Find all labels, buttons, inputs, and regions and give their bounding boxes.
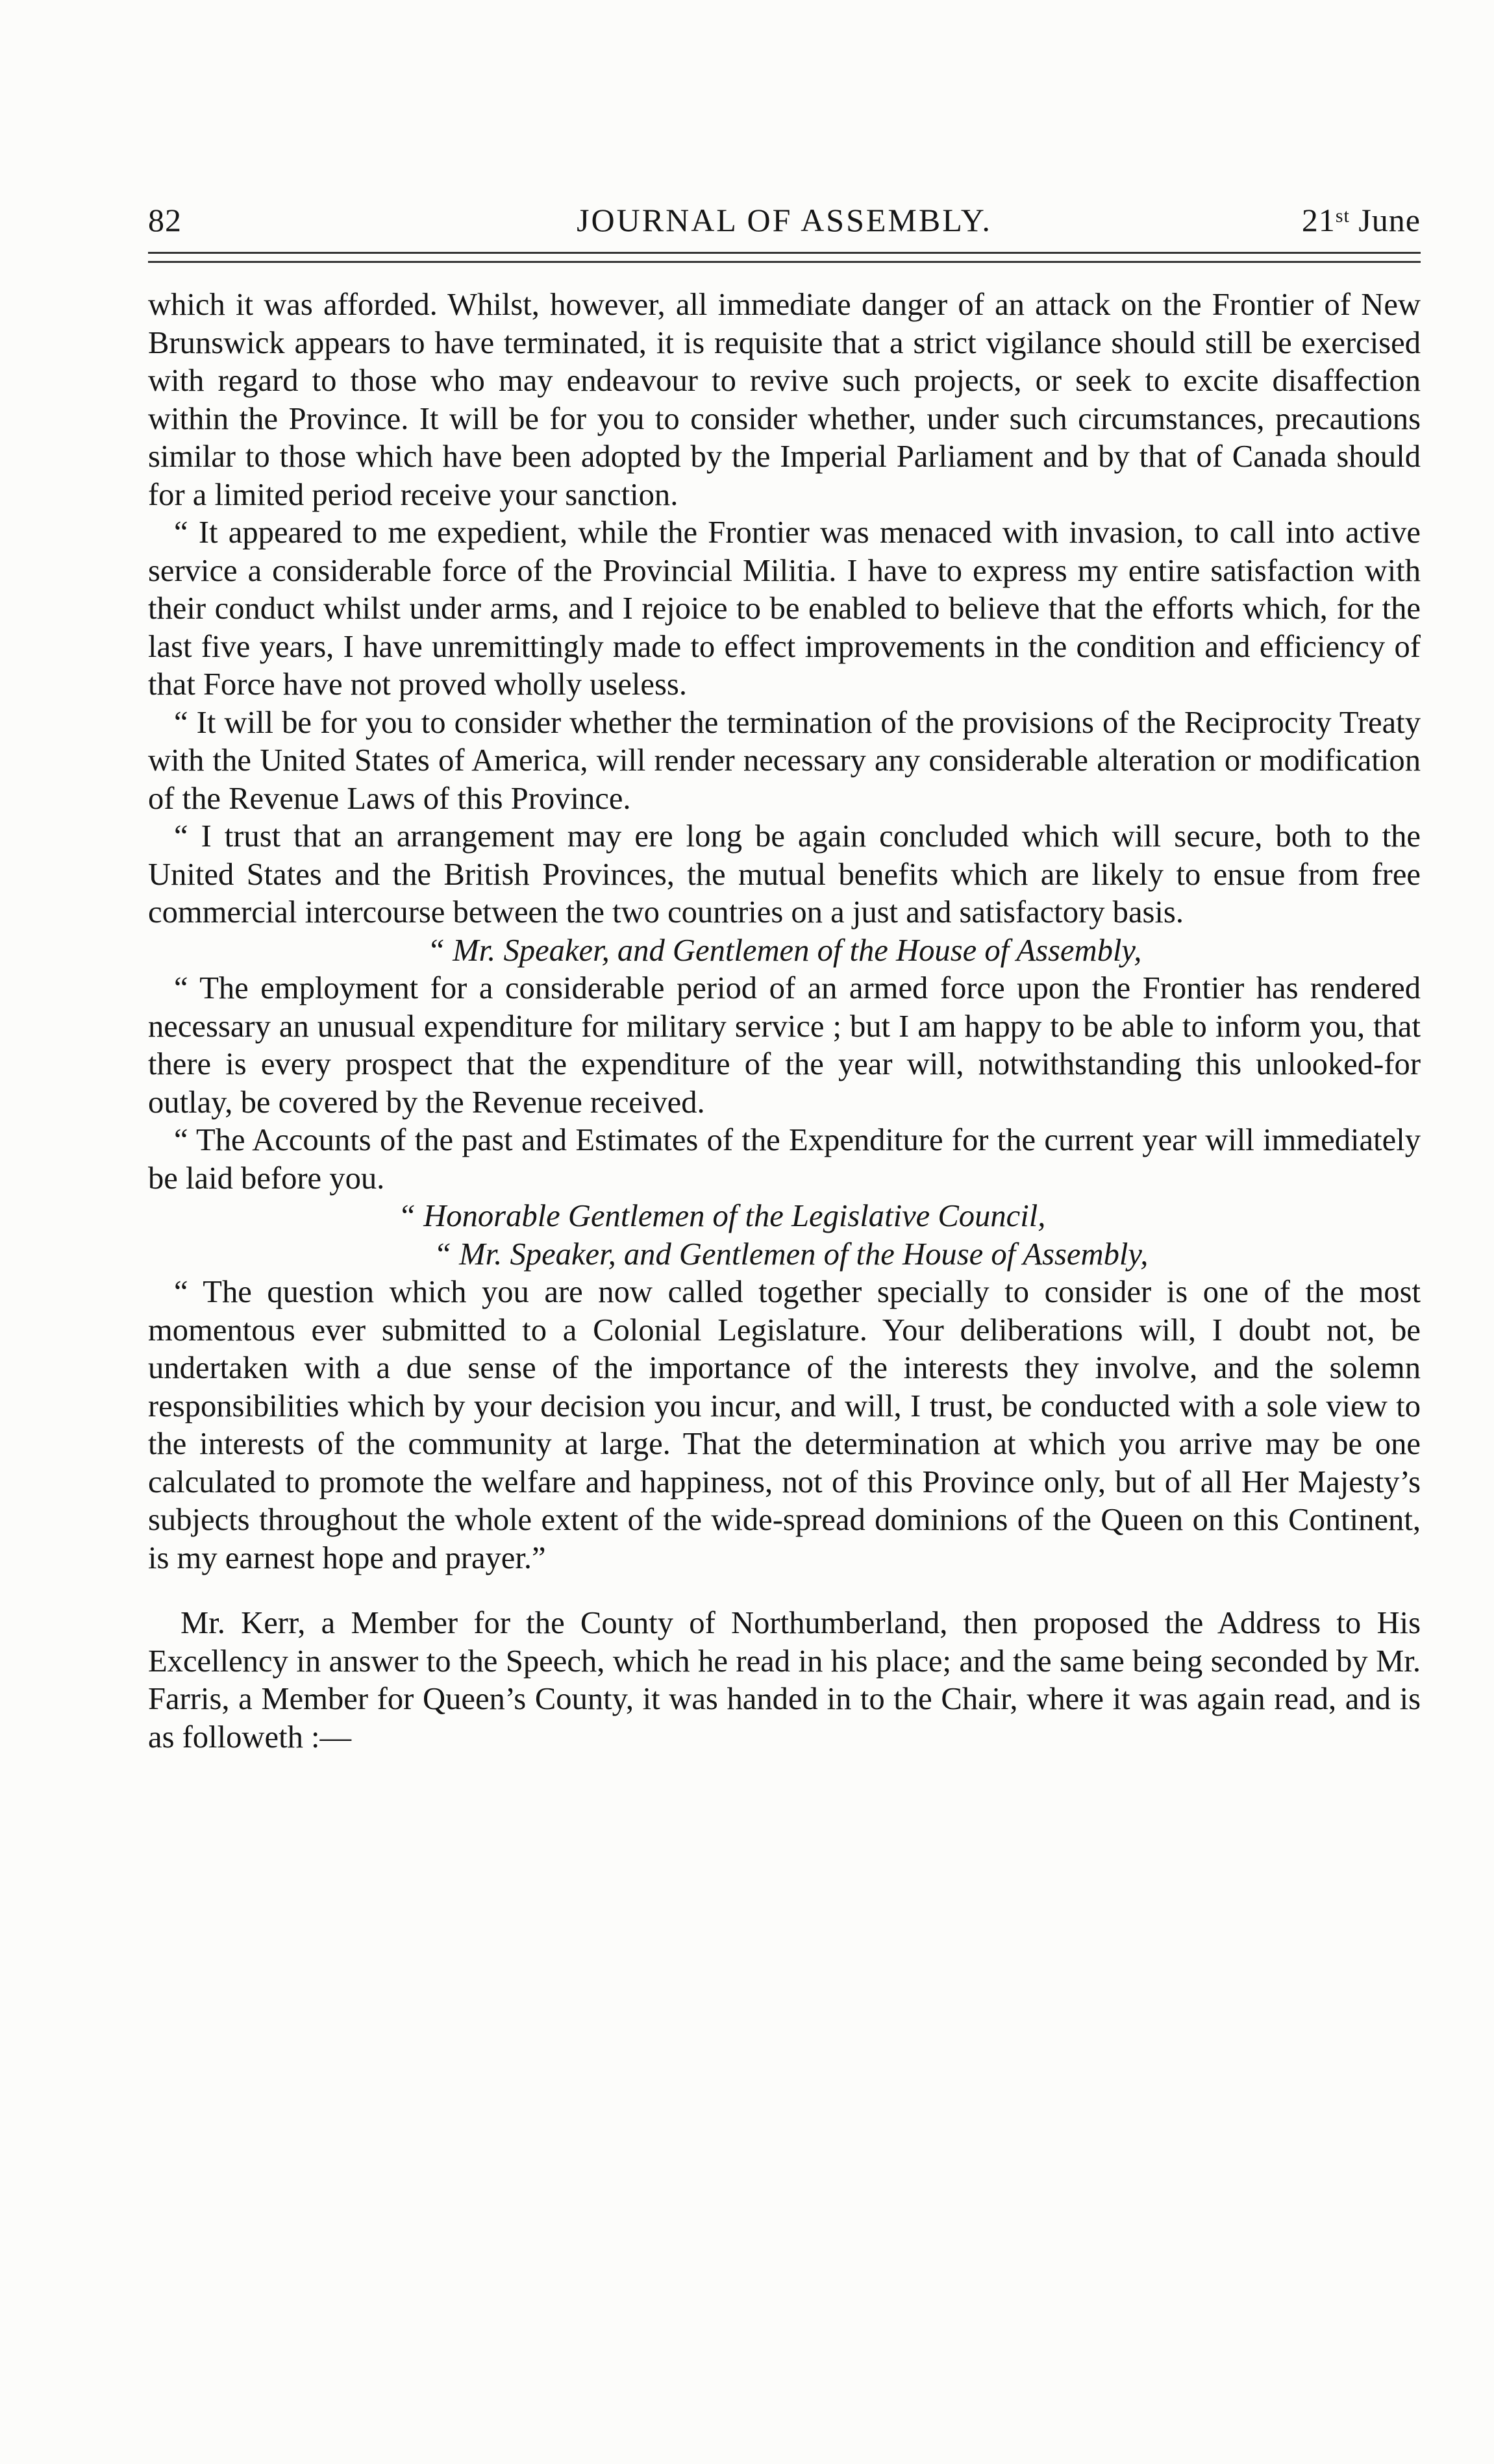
address-heading-council: “ Honorable Gentlemen of the Legislative Council, [398, 1198, 1046, 1233]
address-heading-assembly-second: “ Mr. Speaker, and Gentlemen of the House of Assembly, [434, 1236, 1149, 1272]
header-rule-top [148, 252, 1421, 254]
paragraph-address-proposal: Mr. Kerr, a Member for the County of Northumberland, then proposed the Address to His Excellency in answer to the Speech, which he read in his place; and the same being seconded by Mr. Farris, a Member for Queen’s County, it was handed in to the Chair, where it was again read, and is as followeth :— [148, 1605, 1421, 1755]
paragraph-accounts: “ The Accounts of the past and Estimates of the Expenditure for the current year will immediately be laid before you. [148, 1122, 1421, 1196]
paragraph-arrangement: “ I trust that an arrangement may ere long be again concluded which will secure, both to the United States and the British Provinces, the mutual benefits which are likely to ensue from free commercial intercourse between the two countries on a just and satisfactory basis. [148, 819, 1421, 930]
header-date-suffix: st [1335, 205, 1350, 227]
running-header [148, 201, 1421, 247]
header-date [1302, 201, 1421, 239]
header-date-day: 21 [1301, 202, 1336, 238]
paragraph-expenditure: “ The employment for a considerable period of an armed force upon the Frontier has rendered necessary an unusual expenditure for military service ; but I am happy to be able to inform you, that there is every prospect that the expenditure of the year will, notwithstanding this unlooked-for outlay, be covered by the Revenue received. [148, 970, 1421, 1120]
journal-title: JOURNAL OF ASSEMBLY. [577, 202, 992, 238]
page-body [148, 286, 1421, 1756]
paragraph-continuation: which it was afforded. Whilst, however, all immediate danger of an attack on the Frontier of New Brunswick appears to have terminated, it is requisite that a strict vigilance should still be exercised with regard to those who may endeavour to revive such projects, or seek to excite disaffection within the Province. It will be for you to consider whether, under such circumstances, precautions similar to those which have been adopted by the Imperial Parliament and by that of Canada should for a limited period receive your sanction. [148, 287, 1421, 512]
paragraph-momentous-question: “ The question which you are now called together specially to consider is one of the most momentous ever submitted to a Colonial Legislature. Your deliberations will, I doubt not, be undertaken with a due sense of the importance of the interests they involve, and the solemn responsibilities which by your decision you incur, and will, I trust, be conducted with a sole view to the interests of the community at large. That the determination at which you arrive may be one calculated to promote the welfare and happiness, not of this Province only, but of all Her Majesty’s subjects throughout the whole extent of the wide-spread dominions of the Queen on this Continent, is my earnest hope and prayer.” [148, 1274, 1421, 1575]
page-number: 82 [148, 202, 182, 238]
header-date-month: June [1358, 202, 1421, 238]
paragraph-militia: “ It appeared to me expedient, while the Frontier was menaced with invasion, to call into active service a considerable force of the Provincial Militia. I have to express my entire satisfaction with their conduct whilst under arms, and I rejoice to be enabled to believe that the efforts which, for the last five years, I have unremittingly made to effect improvements in the condition and efficiency of that Force have not proved wholly useless. [148, 515, 1421, 702]
paragraph-reciprocity-treaty: “ It will be for you to consider whether the termination of the provisions of the Reciprocity Treaty with the United States of America, will render necessary any considerable alteration or modification of the Revenue Laws of this Province. [148, 704, 1421, 816]
address-heading-assembly: “ Mr. Speaker, and Gentlemen of the House of Assembly, [427, 932, 1142, 968]
header-rule-bottom [148, 261, 1421, 263]
